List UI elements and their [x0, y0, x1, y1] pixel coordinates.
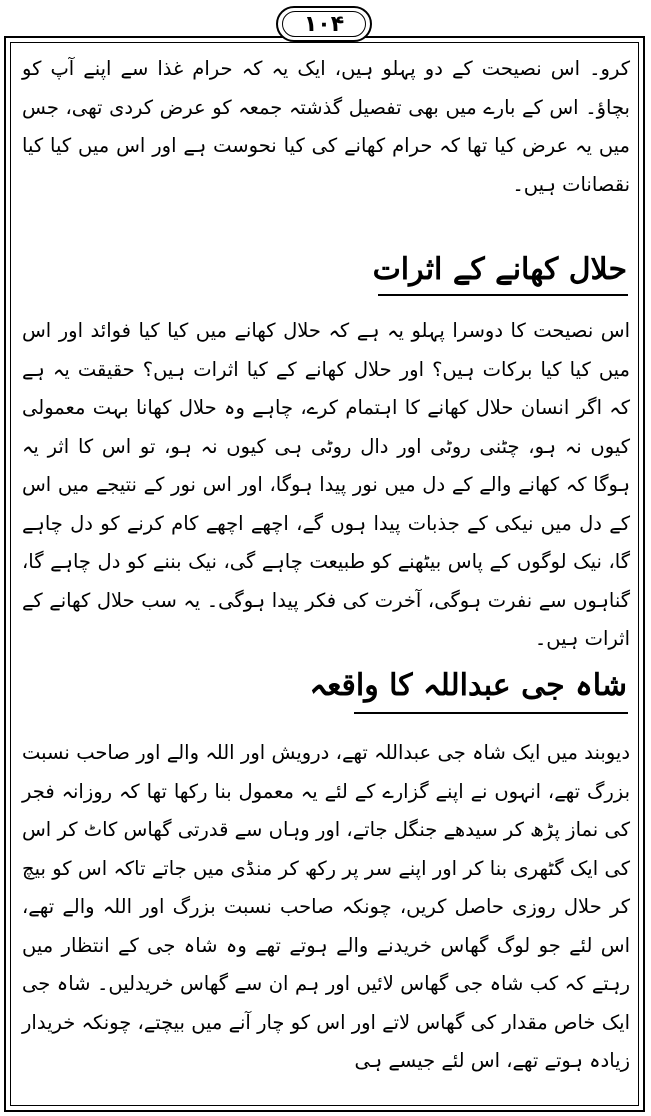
section-heading-halal-effects: حلال کھانے کے اثرات [372, 252, 627, 287]
section-heading-shah-ji-story: شاہ جی عبداللہ کا واقعہ [309, 668, 627, 703]
halal-effects-paragraph: اس نصیحت کا دوسرا پہلو یہ ہے کہ حلال کھانے میں کیا کیا فوائد اور اس میں کیا کیا برکات ہیں؟ اور حلال کھانے کے کیا اثرات ہیں؟ حقیقت یہ ہے کہ اگر انسان حلال کھانے کا اہتمام کرے، چاہے وہ حلال کھانا بہت معمولی کیوں نہ ہو، چٹنی روٹی اور دال روٹی ہی کیوں نہ ہو، تو اس کا اثر یہ ہوگا کہ کھانے والے کے دل میں نور پیدا ہوگا، اور اس نور کے نتیجے میں اس کے دل میں نیکی کے جذبات پیدا ہوں گے، اچھے اچھے کام کرنے کو دل چاہے گا، نیک لوگوں کے پاس بیٹھنے کو طبیعت چاہے گی، نیک بننے کو دل چاہے گا، گناہوں سے نفرت ہوگی، آخرت کی فکر پیدا ہوگی۔ یہ سب حلال کھانے کے اثرات ہیں۔ [22, 319, 630, 650]
shah-ji-story-section [22, 734, 630, 1081]
page-number: ۱۰۴ [303, 11, 345, 37]
shah-ji-story-paragraph: دیوبند میں ایک شاہ جی عبداللہ تھے، درویش اور اللہ والے اور صاحب نسبت بزرگ تھے، انہوں نے اپنے گزارے کے لئے یہ معمول بنا رکھا تھا کہ روزانہ فجر کی نماز پڑھ کر سیدھے جنگل جاتے، اور وہاں سے قدرتی گھاس کاٹ کر اس کی ایک گٹھری بنا کر اور اپنے سر پر رکھ کر منڈی میں جاتے تاکہ اس کو بیچ کر حلال روزی حاصل کریں، چونکہ صاحب نسبت بزرگ اور اللہ والے تھے، اس لئے جو لوگ گھاس خریدنے والے ہوتے تھے وہ شاہ جی کے انتظار میں رہتے کہ کب شاہ جی گھاس لائیں اور ہم ان سے گھاس خریدلیں۔ شاہ جی ایک خاص مقدار کی گھاس لاتے اور اس کو چار آنے میں بیچتے، چونکہ خریدار زیادہ ہوتے تھے، اس لئے جیسے ہی [22, 741, 630, 1072]
heading-underline [354, 712, 628, 714]
halal-effects-section [22, 312, 630, 659]
page-number-badge [276, 6, 372, 42]
intro-section [22, 50, 630, 204]
heading-underline [378, 294, 628, 296]
intro-paragraph: کرو۔ اس نصیحت کے دو پہلو ہیں، ایک یہ کہ حرام غذا سے اپنے آپ کو بچاؤ۔ اس کے بارے میں بھی تفصیل گذشتہ جمعہ کو عرض کردی تھی، جس میں یہ عرض کیا تھا کہ حرام کھانے کی کیا نحوست ہے اور اس میں کیا کیا نقصانات ہیں۔ [22, 57, 630, 196]
